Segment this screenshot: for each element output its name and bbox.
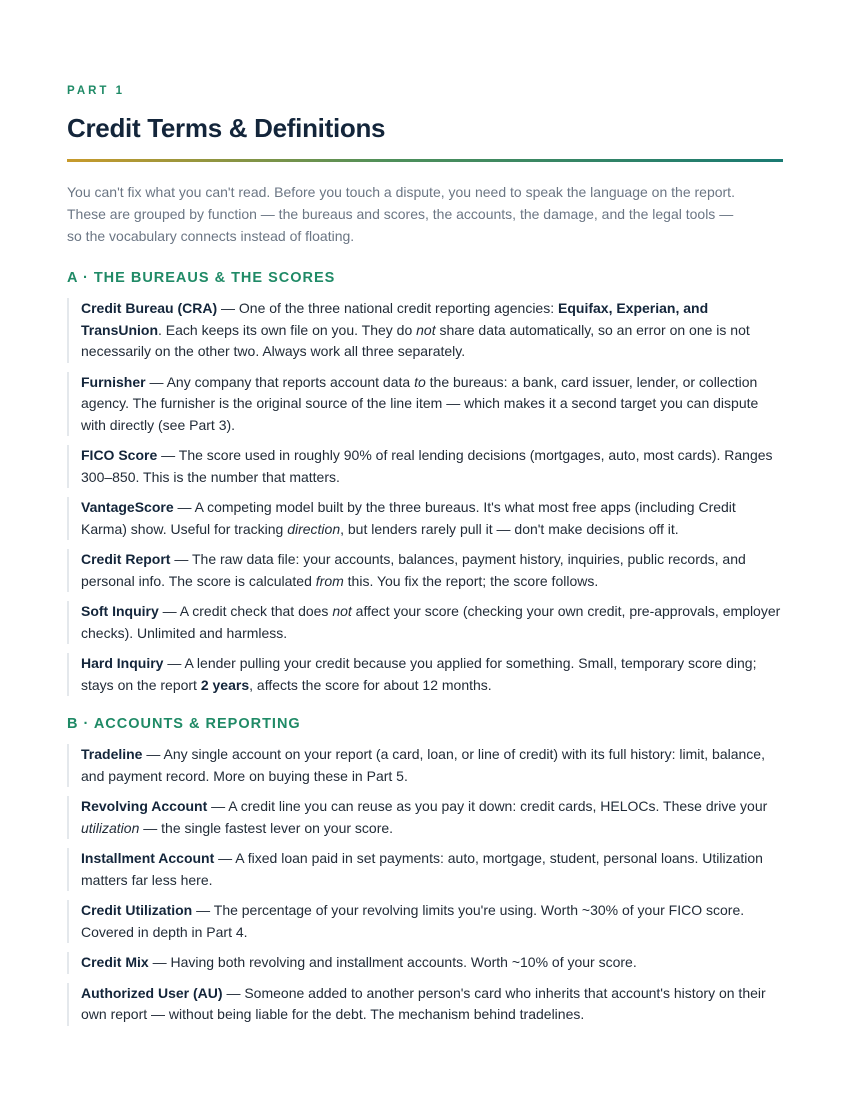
definition-text: — Having both revolving and installment accounts. Worth ~10% of your score. xyxy=(148,954,637,970)
definition-text: share data automatically, so an error on one is not necessarily on the other two. Always work all three separately. xyxy=(81,321,750,359)
definition-text: — A credit line you can reuse as you pay it down: credit cards, HELOCs. These drive your xyxy=(207,798,768,814)
term-definition xyxy=(67,848,783,891)
emphasis-bold: 2 years xyxy=(200,676,250,693)
term-name: FICO Score xyxy=(81,447,158,463)
emphasis-italic: utilization xyxy=(81,819,140,836)
term-definition xyxy=(67,298,783,363)
term-name: Tradeline xyxy=(81,746,143,762)
term-list-accounts-reporting xyxy=(67,744,783,1026)
term-definition xyxy=(67,653,783,696)
part-label: PART 1 xyxy=(67,85,126,97)
definition-text: — Someone added to another person's card who inherits that account's history on their own report — without being liable for the debt. The mechanism behind tradelines. xyxy=(81,984,766,1022)
term-definition xyxy=(67,601,783,644)
term-definition xyxy=(67,549,783,592)
definition-text: . Each keeps its own file on you. They do xyxy=(158,321,417,338)
term-definition xyxy=(67,744,783,787)
term-name: Hard Inquiry xyxy=(81,655,164,671)
section-heading-bureaus-scores: A · THE BUREAUS & THE SCORES xyxy=(67,270,336,286)
section-heading-accounts-reporting: B · ACCOUNTS & REPORTING xyxy=(67,716,301,732)
definition-text: — The raw data file: your accounts, balances, payment history, inquiries, public records, and personal info. The score is calculated xyxy=(81,551,746,589)
emphasis-italic: not xyxy=(416,321,436,338)
term-name: Furnisher xyxy=(81,373,146,390)
page-title: Credit Terms & Definitions xyxy=(67,113,386,143)
term-name: Credit Mix xyxy=(81,954,149,970)
emphasis-italic: to xyxy=(414,373,426,390)
term-list-bureaus-scores xyxy=(67,298,783,696)
title-divider xyxy=(67,159,783,162)
term-definition xyxy=(67,796,783,839)
term-name: Credit Utilization xyxy=(81,902,193,918)
emphasis-italic: from xyxy=(315,572,344,589)
definition-text: — the single fastest lever on your score. xyxy=(139,819,394,836)
term-name: Credit Report xyxy=(81,551,171,567)
term-name: Credit Bureau (CRA) xyxy=(81,300,218,316)
term-name: VantageScore xyxy=(81,499,174,515)
definition-text: affect your score (checking your own credit, pre-approvals, employer checks). Unlimited and harmless. xyxy=(81,603,781,641)
definition-text: , affects the score for about 12 months. xyxy=(249,676,492,693)
definition-text: , but lenders rarely pull it — don't make decisions off it. xyxy=(340,520,679,537)
term-definition xyxy=(67,445,783,488)
definition-text: the bureaus: a bank, card issuer, lender, or collection agency. The furnisher is the original source of the line item — which makes it a second target you can dispute with directly (see Part 3). xyxy=(81,373,759,433)
definition-text: this. You fix the report; the score follows. xyxy=(343,572,599,589)
emphasis-italic: direction xyxy=(287,520,341,537)
definition-text: — The percentage of your revolving limits you're using. Worth ~30% of your FICO score. Covered in depth in Part 4. xyxy=(81,902,745,940)
definition-text: — A lender pulling your credit because you applied for something. Small, temporary score ding; stays on the report xyxy=(81,655,757,693)
term-definition xyxy=(67,900,783,943)
intro-paragraph: You can't fix what you can't read. Before you touch a dispute, you need to speak the language on the report. These are grouped by function — the bureaus and scores, the accounts, the damage, and the legal tools — so the vocabulary connects instead of floating. xyxy=(67,184,735,244)
term-definition xyxy=(67,952,783,974)
definition-text: — The score used in roughly 90% of real lending decisions (mortgages, auto, most cards). Ranges 300–850. This is the number that matters. xyxy=(81,447,773,485)
definition-text: — A credit check that does xyxy=(158,603,333,619)
term-name: Authorized User (AU) xyxy=(81,984,223,1001)
definition-text: — A competing model built by the three bureaus. It's what most free apps (including Credit Karma) show. Useful for tracking xyxy=(81,499,736,537)
term-name: Installment Account xyxy=(81,850,215,866)
term-name: Soft Inquiry xyxy=(81,603,159,619)
term-definition xyxy=(67,497,783,540)
term-definition xyxy=(67,372,783,437)
definition-text: — Any single account on your report (a card, loan, or line of credit) with its full history: limit, balance, and payment record. More on buying these in Part 5. xyxy=(81,746,765,784)
emphasis-bold: Equifax, Experian, and TransUnion xyxy=(81,300,709,338)
definition-text: — A fixed loan paid in set payments: auto, mortgage, student, personal loans. Utilization matters far less here. xyxy=(81,850,763,888)
term-name: Revolving Account xyxy=(81,798,208,814)
definition-text: — Any company that reports account data xyxy=(145,373,415,390)
definition-text: — One of the three national credit reporting agencies: xyxy=(217,300,558,316)
term-definition xyxy=(67,983,783,1026)
emphasis-italic: not xyxy=(332,603,352,619)
